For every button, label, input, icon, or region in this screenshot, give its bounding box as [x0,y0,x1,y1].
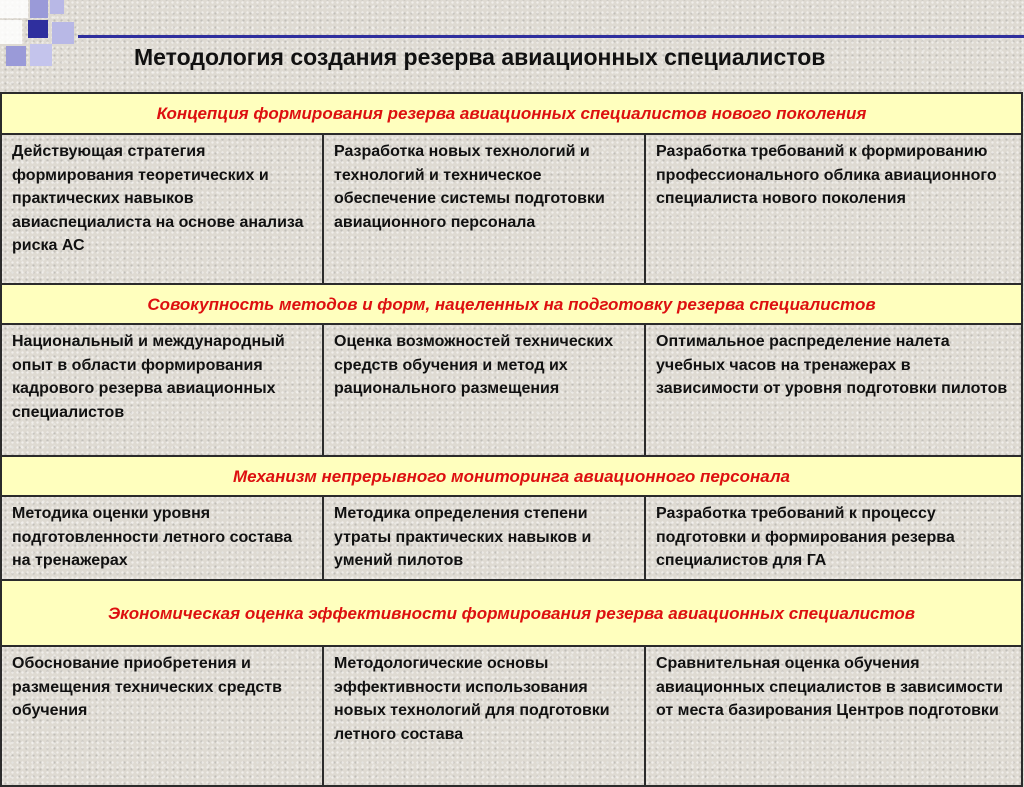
section-heading: Совокупность методов и форм, нацеленных на подготовку резерва специалистов [1,284,1022,324]
table-cell: Методика оценки уровня подготовленности летного состава на тренажерах [1,496,323,580]
title-underline [78,35,1024,38]
deco-square-dark [28,20,48,38]
section-heading: Экономическая оценка эффективности формирования резерва авиационных специалистов [1,580,1022,646]
table-cell: Оценка возможностей технических средств обучения и метод их рационального размещения [323,324,645,456]
table-cell: Разработка требований к процессу подготовки и формирования резерва специалистов для ГА [645,496,1022,580]
section-heading: Механизм непрерывного мониторинга авиационного персонала [1,456,1022,496]
deco-square-light [6,46,26,66]
deco-square-pale [0,0,28,18]
table-cell: Методика определения степени утраты практических навыков и умений пилотов [323,496,645,580]
deco-square-light [30,44,52,66]
table-cell: Разработка новых технологий и технологий и техническое обеспечение системы подготовки авиационного персонала [323,134,645,284]
section-row [1,284,1022,324]
section-heading: Концепция формирования резерва авиационных специалистов нового поколения [1,93,1022,134]
section-row [1,93,1022,134]
section-row [1,580,1022,646]
deco-square-light [50,0,64,14]
table-cell: Оптимальное распределение налета учебных часов на тренажерах в зависимости от уровня подготовки пилотов [645,324,1022,456]
table-cell: Сравнительная оценка обучения авиационных специалистов в зависимости от места базирования Центров подготовки [645,646,1022,786]
deco-square-pale [0,20,22,44]
section-row [1,456,1022,496]
table-cell: Методологические основы эффективности использования новых технологий для подготовки летного состава [323,646,645,786]
table-cell: Обоснование приобретения и размещения технических средств обучения [1,646,323,786]
table-row [1,134,1022,284]
corner-decoration [0,0,80,72]
deco-square-light [30,0,48,18]
table-cell: Действующая стратегия формирования теоретических и практических навыков авиаспециалиста на основе анализа риска АС [1,134,323,284]
table-row [1,646,1022,786]
page-title: Методология создания резерва авиационных специалистов [134,44,826,70]
methodology-table [0,92,1023,787]
table-cell: Национальный и международный опыт в области формирования кадрового резерва авиационных специалистов [1,324,323,456]
deco-square-light [52,22,74,44]
table-cell: Разработка требований к формированию профессионального облика авиационного специалиста нового поколения [645,134,1022,284]
table-row [1,496,1022,580]
table-row [1,324,1022,456]
